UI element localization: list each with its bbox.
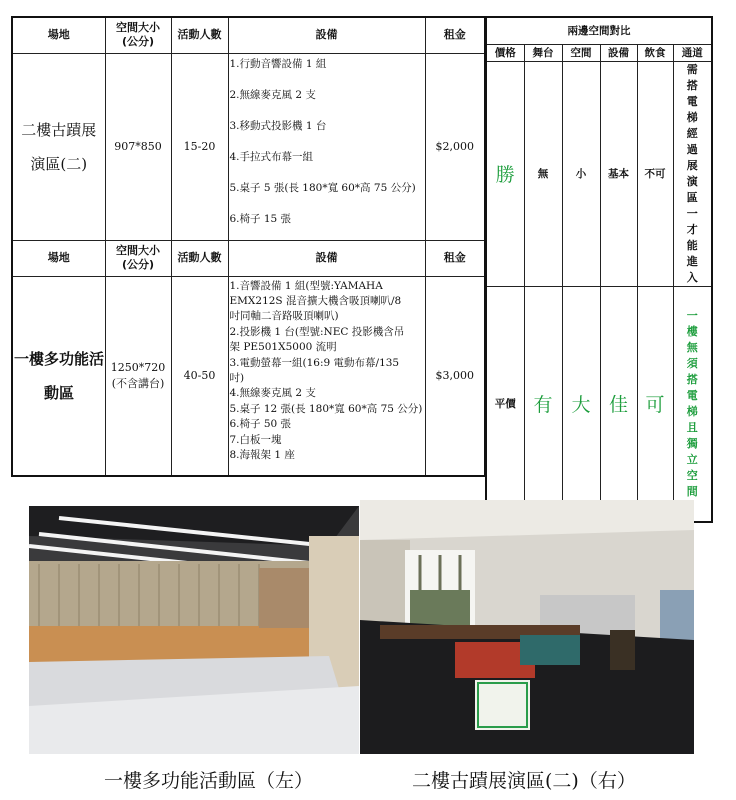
cmp-2f-price	[486, 61, 524, 286]
cmp-2f-food: 不可	[637, 61, 673, 286]
equipment-item: 3.移動式投影機 1 台	[229, 119, 327, 132]
equipment-list-1f	[228, 276, 425, 476]
comparison-title: 兩邊空間對比	[486, 17, 712, 44]
photo-2f-heritage-exhibition	[360, 500, 694, 754]
cmp-2f-access-text: 需搭電梯經過展演區一才能進入	[686, 62, 698, 284]
cmp-2f-equipment: 基本	[600, 61, 637, 286]
equipment-item: 1.行動音響設備 1 組	[229, 57, 327, 70]
people-2f: 15-20	[171, 53, 228, 240]
caption-right: 二樓古蹟展演區(二)（右）	[412, 770, 636, 792]
header-venue: 場地	[12, 17, 105, 53]
header-size	[105, 17, 171, 53]
equipment-item: 2.投影機 1 台(型號:NEC 投影機含吊	[229, 325, 405, 338]
photo-1f-multipurpose-hall	[29, 506, 359, 754]
comparison-table	[485, 16, 713, 523]
rent-2f: $2,000	[425, 53, 485, 240]
caption-left: 一樓多功能活動區（左）	[104, 770, 314, 792]
cmp-2f-access	[673, 61, 712, 286]
header-people-2: 活動人數	[171, 240, 228, 276]
cmp-2f-space: 小	[562, 61, 600, 286]
cmp-1f-stage-text: 有	[533, 394, 553, 417]
header-venue-2: 場地	[12, 240, 105, 276]
equipment-item: 8.海報架 1 座	[229, 448, 295, 461]
venue-name-1f	[12, 276, 105, 476]
venue-name-2f	[12, 53, 105, 240]
cmp-header-2: 空間	[562, 44, 600, 61]
cmp-header-4: 飲食	[637, 44, 673, 61]
cmp-2f-price-text: 勝	[495, 164, 515, 186]
cmp-header-0: 價格	[486, 44, 524, 61]
size-1f	[105, 276, 171, 476]
rent-1f: $3,000	[425, 276, 485, 476]
cmp-1f-equipment-text: 佳	[608, 394, 628, 417]
size-1f-note: (不含講台)	[111, 376, 165, 390]
cmp-header-1: 舞台	[524, 44, 562, 61]
header-equipment: 設備	[228, 17, 425, 53]
equipment-item: 1.音響設備 1 組(型號:YAMAHA	[229, 279, 383, 292]
equipment-list-2f	[228, 53, 425, 240]
equipment-item: 4.手拉式布幕一組	[229, 150, 314, 163]
equipment-item: 7.白板一塊	[229, 433, 282, 446]
cmp-1f-space-text: 大	[571, 394, 591, 417]
cmp-1f-price: 平價	[486, 286, 524, 522]
cmp-1f-food	[637, 286, 673, 522]
cmp-header-3: 設備	[600, 44, 637, 61]
equipment-item: 吋同軸二音路吸頂喇叭)	[229, 310, 339, 323]
header-people: 活動人數	[171, 17, 228, 53]
equipment-item: 5.桌子 12 張(長 180*寬 60*高 75 公分)	[229, 402, 423, 415]
header-size-2	[105, 240, 171, 276]
size-1f-value: 1250*720	[110, 360, 166, 374]
header-rent: 租金	[425, 17, 485, 53]
equipment-item: 4.無線麥克風 2 支	[229, 387, 316, 400]
equipment-item: 3.電動螢幕一組(16:9 電動布幕/135	[229, 356, 400, 369]
header-size-label-2: 空間大小 (公分)	[116, 244, 160, 271]
header-equipment-2: 設備	[228, 240, 425, 276]
equipment-item: 6.椅子 50 張	[229, 418, 292, 431]
header-rent-2: 租金	[425, 240, 485, 276]
cmp-2f-stage: 無	[524, 61, 562, 286]
people-1f: 40-50	[171, 276, 228, 476]
equipment-item: 架 PE501X5000 流明	[229, 341, 337, 354]
cmp-header-5: 通道	[673, 44, 712, 61]
cmp-1f-equipment	[600, 286, 637, 522]
venue-table	[11, 16, 486, 477]
size-2f: 907*850	[105, 53, 171, 240]
equipment-item: EMX212S 混音擴大機含吸頂喇叭/8	[229, 294, 402, 307]
equipment-item: 吋)	[229, 371, 245, 384]
venue-name-2f-text: 二樓古蹟展演區(二)	[21, 120, 97, 173]
cmp-1f-food-text: 可	[645, 394, 665, 417]
cmp-1f-space	[562, 286, 600, 522]
venue-name-1f-text: 一樓多功能活動區	[13, 349, 104, 402]
cmp-1f-access-text: 一樓無須搭電梯且獨立空間	[686, 308, 698, 498]
header-size-label: 空間大小 (公分)	[116, 21, 160, 49]
equipment-item: 2.無線麥克風 2 支	[229, 88, 316, 101]
equipment-item: 5.桌子 5 張(長 180*寬 60*高 75 公分)	[229, 181, 416, 194]
cmp-1f-access	[673, 286, 712, 522]
cmp-1f-stage	[524, 286, 562, 522]
equipment-item: 6.椅子 15 張	[229, 212, 292, 225]
